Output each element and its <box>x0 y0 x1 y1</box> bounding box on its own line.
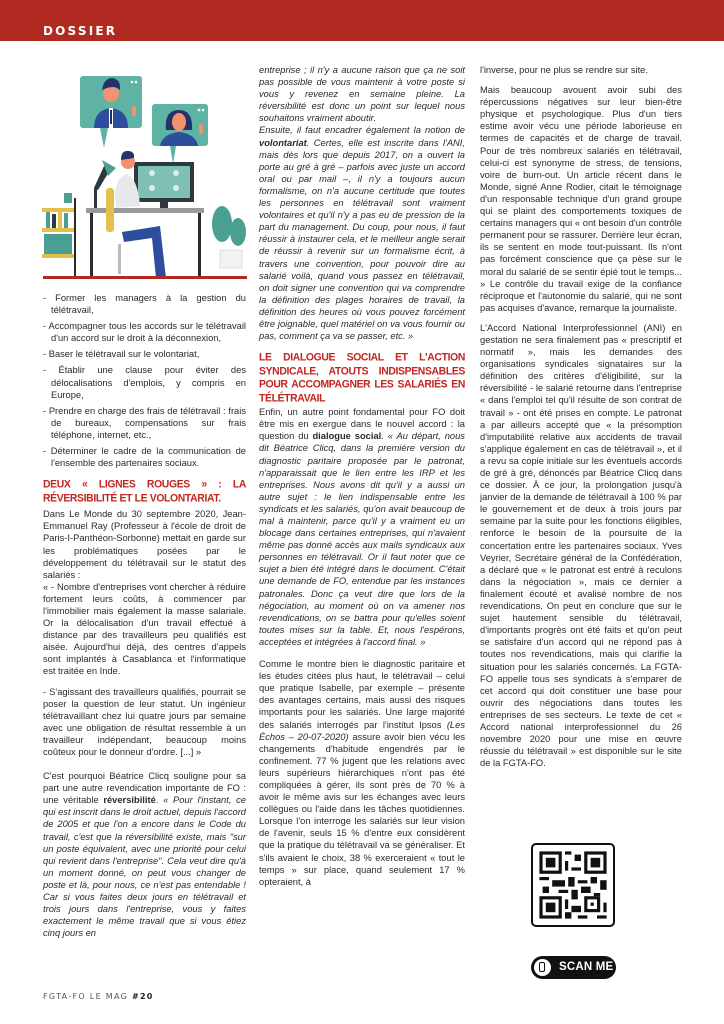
telework-illustration-icon <box>42 48 250 284</box>
list-item: - Former les managers à la gestion du télétravail, <box>43 293 246 316</box>
magazine-name: FGTA-FO LE MAG <box>43 992 132 1001</box>
column-3 <box>480 64 682 777</box>
paragraph: C'est pourquoi Béatrice Clicq souligne pour sa part une autre revendication importante de FO : une véritable réversibilité. « Pour l'instant, ce qui est inscrit dans le droit actuel, depuis l'accord de 2005 et que l'on a encore dans le Code du travail, c'est que la réversibilité existe, mais "sur un poste équivalent, avec une priorité pour celui qui revient dans l'entreprise". Cela veut dire qu'à un moment donné, on peut vous changer de poste et là, pour nous, ce n'est pas entendable ! Car si vous faites deux jours en télétravail et trois jours dans l'entreprise, vous y faites exactement le même travail que si vous étiez cinq jours en <box>43 771 247 939</box>
header-bar <box>0 0 724 41</box>
section-heading: DEUX « LIGNES ROUGES » : LA RÉVERSIBILITÉ ET LE VOLONTARIAT. <box>43 479 246 505</box>
section-heading: LE DIALOGUE SOCIAL ET L'ACTION SYNDICALE, ATOUTS INDISPENSABLES POUR ACCOMPAGNER LES SALARIÉS EN TÉLÉTRAVAIL <box>259 352 465 405</box>
section-title: DOSSIER <box>43 24 118 38</box>
paragraph: L'Accord National Interprofessionnel (ANI) en gestation ne sera finalement pas « prescriptif et normatif », mais les demandes des organisations syndicales signataires sur la définition des critères d'éligibilité, sur la réversibilité - le salarié retourne dans l'entreprise « dans l'emploi tel qu'il résulte de son contrat de travail » - ont été prises en compte. Le patronat a par ailleurs accepté que « la présomption d'imputabilité relative aux accidents de travail s'applique également en cas de télétravail », et il a revu sa copie initiale sur les éventuels accords de gré à gré, dénoncés par Béatrice Clicq dans ce dossier. À ce jour, la prolongation jusqu'à janvier de la demande de télétravail à 100 % par le gouvernement et de deux à trois jours par semaine par la suite pour les fonctions éligibles, renforce le besoin de la poursuite de la concertation entre les partenaires sociaux. Yves Veyrier, Secrétaire général de la Confédération, a déclaré que « le patronat est entré à reculons dans la négociation », mais ce dernier a finalement écouté et avalisé nombre de nos revendications. On peut en conclure que sur le sujet hautement sensible du télétravail, d'importants progrès ont été faits et qu'on peut se satisfaire d'un accord qui ne répond pas à toutes nos revendications, mais qui clarifie la situation pour les salariés concernés. La FGTA-FO appelle tous ses syndicats à s'emparer de cet accord qui doit constituer une base pour ouvrir des négociations dans toutes les entreprises de ses secteurs. Le texte de cet « Accord national interprofessionnel du 26 novembre 2020 pour une mise en œuvre réussie du télétravail » est disponible sur le site de la FGTA-FO. <box>480 322 682 769</box>
paragraph: l'inverse, pour ne plus se rendre sur site. <box>480 65 648 75</box>
list-item: - Déterminer le cadre de la communication de l'ensemble des partenaires sociaux. <box>43 446 246 469</box>
scan-me-label: SCAN ME <box>559 961 614 973</box>
list-item: - Établir une clause pour éviter des délocalisations d'emplois, y compris en Europe, <box>43 365 246 400</box>
qr-code[interactable] <box>531 843 615 944</box>
quote-paragraph: entreprise ; il n'y a aucune raison que ça ne soit pas possible de vous maintenir à votre poste si vous y revenez en semaine pleine. La réversibilité est donc un point sur lequel nous souhaitons vraiment aboutir. <box>259 65 465 124</box>
column-2 <box>259 64 465 896</box>
list-item: - Baser le télétravail sur le volontariat, <box>43 349 200 360</box>
paragraph: Dans Le Monde du 30 septembre 2020, Jean-Emmanuel Ray (Professeur à l'école de droit de Paris-I-Panthéon-Sorbonne) mettait en garde sur les problématiques posées par le développement du télétravail sur le statut des salariés : <box>43 509 246 580</box>
page-footer <box>43 992 154 1001</box>
column-1 <box>43 292 246 947</box>
qr-code-frame <box>531 843 615 927</box>
quote-paragraph: « - Nombre d'entreprises vont chercher à réduire fortement leurs coûts, à commencer par l'immobilier mais également la masse salariale. Or la délocalisation d'un travail effectué à distance par des travailleurs peu qualifiés est aisée. Aujourd'hui déjà, des centres d'appels sont implantés à Casablanca et l'informatique est traitée en Inde. <box>43 581 246 677</box>
quote-paragraph: - S'agissant des travailleurs qualifiés, pourrait se poser la question de leur statut. Un ingénieur télétravaillant chez lui quatre jours par semaine avec une obligation de résultat ressemble à un travailleur indépendant, beaucoup moins coûteux pour le donneur d'ordre. [...] » <box>43 686 246 757</box>
quote-paragraph: Ensuite, il faut encadrer également la notion de volontariat. Certes, elle est inscrite dans l'ANI, mais dès lors que depuis 2017, on a ouvert la porte au gré à gré – parfois avec juste un accord oral ou par mail –, il n'y a toujours aucun formalisme, on n'a aucune certitude que toutes les personnes en télétravail sont vraiment volontaires et qu'il n'y a pas eu de pression de la part du management. Du coup, pour nous, il faut réussir à instaurer cela, et le meilleur angle serait de réussir à revenir sur un formalisme écrit, à travers une convention, pour pouvoir dire au salarié voilà, quand vous passez en télétravail, on doit signer une convention qui va comprendre la définition des plages horaires de travail, la définition des heures où vous pouvez forcément être joignable, quel matériel on va vous fournir ou pas, comment ça va se passer, etc. » <box>259 125 465 342</box>
list-item: - Accompagner tous les accords sur le télétravail d'un accord sur le droit à la déconnexion, <box>43 321 246 344</box>
section-divider <box>43 276 247 279</box>
phone-icon <box>534 959 551 976</box>
recommendations-list <box>43 292 246 469</box>
scan-me-button[interactable] <box>531 956 616 979</box>
paragraph: Mais beaucoup avouent avoir subi des répercussions négatives sur leur bien-être physique et psychologique. Plus d'un tiers estime avoir vécu une période laborieuse en termes de capacités et de charge de travail. Pour de très nombreux salariés en télétravail, celui-ci est synonyme de stress, de tensions, voire de burn-out. Un article récent dans le Monde, signé Anne Rodier, citait le témoignage d'un responsable technique d'un grand groupe qui se plaint des comportements toxiques de certains managers qui « ont besoin d'un contrôle permanent pour se rassurer. Derrière leur écran, ils se sentent en mode tout-puissant. Ils n'ont pas forcément conscience que ça pèse sur le moral du salarié de se sentir épié tout le temps... » Le contrôle du travail exige de la confiance réciproque et l'autonomie du salarié, qui ne sont pas acquises d'avance, remarque la journaliste. <box>480 85 682 313</box>
paragraph: Enfin, un autre point fondamental pour FO doit être mis en exergue dans le nouvel accord : la question du dialogue social. « Au départ, nous dit Béatrice Clicq, dans la première version du diagnostic paritaire proposée par le patronat, n'apparaissait que le lien entre les IRP et les entreprises. Nous avons dit qu'il y a aussi un autre sujet : le lien indispensable entre les syndicats et les salariés, qu'on avait beaucoup de mal à maintenir, parce qu'il y a vraiment eu un blocage dans certaines entreprises, qui n'avaient même pas donné accès aux mails syndicaux aux personnes en télétravail. Or il faut noter que ce sujet a bien été intégré dans le document. C'était une demande de FO, entendue par les instances patronales. Donc ça veut dire que lors de la négociation, au moment où on va amener nos revendications, on se battra pour qu'elles soient toutes mises sur la table. Et, nous l'espérons, acceptées et intégrées à l'accord final. » <box>259 407 465 647</box>
issue-number: #20 <box>131 992 154 1001</box>
qr-code-icon <box>533 845 613 925</box>
list-item: - Prendre en charge des frais de télétravail : frais de bureaux, compensations sur frais téléphone, internet, etc., <box>43 405 246 440</box>
paragraph: Comme le montre bien le diagnostic paritaire et les études citées plus haut, le télétravail – celui que pratique Isabelle, par exemple – présente des avantages certains, mais aussi des risques importants pour les salariés. Une large majorité des salariés interrogés par l'institut Ipsos (Les Échos – 20-07-2020) assure avoir bien vécu les changements d'habitude engendrés par le confinement. 77 % jugent que les relations avec leurs supérieurs hiérarchiques n'ont pas été compliquées à gérer, ils sont près de 70 % à avoir le même avis sur les échanges avec leurs collègues ou l'aide dans les tâches quotidiennes. Lorsque l'on interroge les salariés sur leur vision de l'avenir, seuls 15 % d'entre eux considèrent que la pratique du télétravail va se généraliser. Et s'ils avaient le choix, 38 % exerceraient « tout le temps » sur place, quand seulement 17 % opteraient, à <box>259 659 466 887</box>
